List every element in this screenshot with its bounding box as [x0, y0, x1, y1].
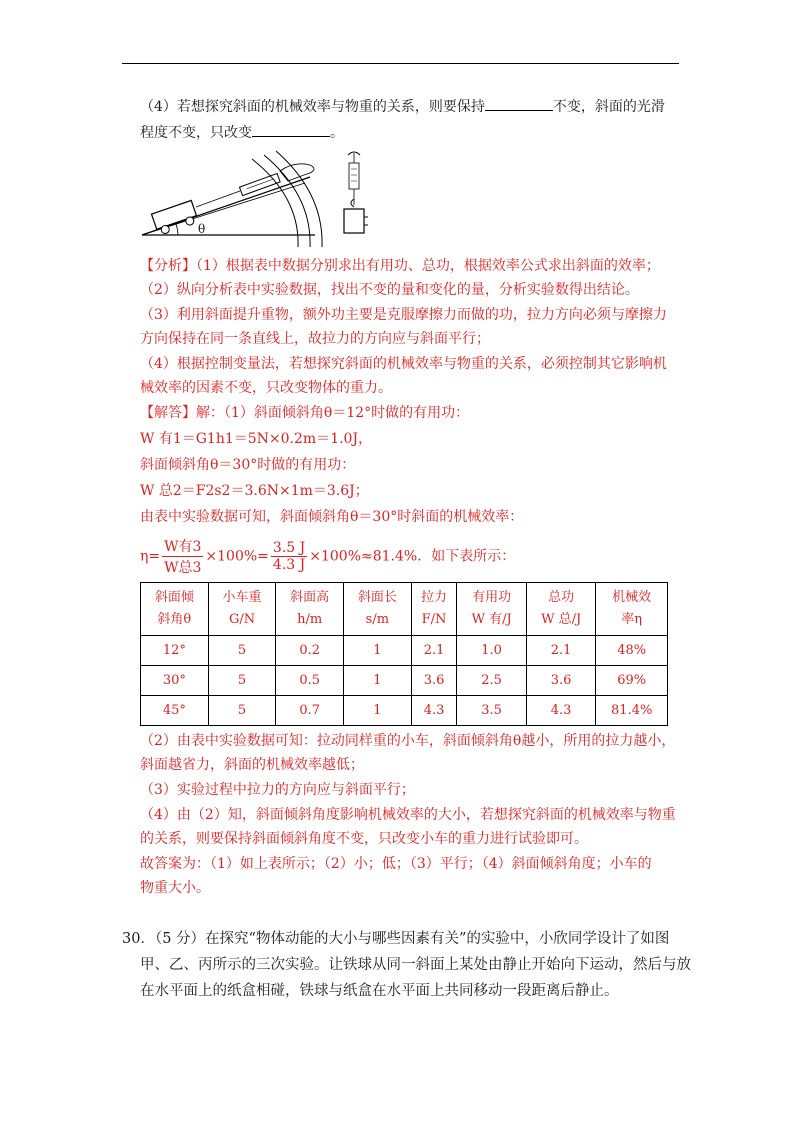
table-cell: 2.1	[411, 636, 457, 666]
table-cell: 5	[208, 666, 276, 696]
final-answer-a: 故答案为：（1）如上表所示；（2）小；低；（3）平行；（4）斜面倾斜角度；小车的	[140, 856, 652, 872]
answer-blank-1[interactable]	[485, 96, 553, 111]
table-row	[141, 636, 668, 666]
analysis-p4a: （4）根据控制变量法，若想探究斜面的机械效率与物重的关系，必须控制其它影响机	[140, 356, 667, 372]
table-cell: 3.6	[411, 666, 457, 696]
table-cell: 3.5	[457, 696, 527, 726]
table-cell: 0.5	[276, 666, 344, 696]
conclusion-4a: （4）由（2）知，斜面倾斜角度影响机械效率的大小，若想探究斜面的机械效率与物重	[140, 807, 676, 823]
q30-line1: 30．（5 分）在探究“物体动能的大小与哪些因素有关”的实验中，小欣同学设计了如图	[122, 931, 670, 947]
conclusion-2a: （2）由表中实验数据可知：拉动同样重的小车，斜面倾斜角θ越小，所用的拉力越小，	[140, 733, 676, 749]
header-rule	[122, 63, 679, 64]
table-cell: 30°	[141, 666, 209, 696]
answer-l1: 【解答】解：（1）斜面倾斜角θ＝12°时做的有用功：	[140, 405, 470, 421]
table-cell: 3.6	[526, 666, 596, 696]
table-row	[141, 666, 668, 696]
conclusion-3: （3）实验过程中拉力的方向应与斜面平行；	[140, 782, 415, 798]
table-cell: 1	[344, 636, 412, 666]
final-answer-b: 物重大小。	[140, 880, 210, 896]
header-weight: 小车重 G/N	[208, 583, 276, 636]
table-cell: 45°	[141, 696, 209, 726]
conclusion-2b: 斜面越省力，斜面的机械效率越低；	[140, 757, 364, 773]
table-cell: 69%	[596, 666, 668, 696]
table-cell: 5	[208, 636, 276, 666]
header-useful-work: 有用功 W 有/J	[457, 583, 527, 636]
table-cell: 4.3	[411, 696, 457, 726]
table-cell: 0.7	[276, 696, 344, 726]
incline-figure	[140, 147, 380, 247]
q4-line1: （4）若想探究斜面的机械效率与物重的关系，则要保持 不变，斜面的光滑	[140, 96, 665, 117]
header-length: 斜面长 s/m	[344, 583, 412, 636]
table-cell: 4.3	[526, 696, 596, 726]
header-angle: 斜面倾 斜角θ	[141, 583, 209, 636]
table-cell: 48%	[596, 636, 668, 666]
answer-l4: W 总2＝F2s2＝3.6N×1m＝3.6J；	[140, 483, 369, 499]
analysis-p4b: 械效率的因素不变，只改变物体的重力。	[140, 380, 392, 396]
table-cell: 5	[208, 696, 276, 726]
fraction-numeric: $\frac{3.5 J}{4.3 J}$	[272, 540, 306, 573]
fraction-symbolic: $\frac{\text{W有3}}{\text{W总3}}$	[162, 536, 203, 577]
table-header-row	[141, 583, 668, 636]
answer-l3: 斜面倾斜角θ＝30°时做的有用功：	[140, 457, 356, 473]
analysis-p2: （2）纵向分析表中实验数据，找出不变的量和变化的量，分析实验数得出结论。	[140, 282, 639, 298]
header-height: 斜面高 h/m	[276, 583, 344, 636]
table-cell: 2.5	[457, 666, 527, 696]
q30-line3: 在水平面上的纸盒相碰，铁球与纸盒在水平面上共同移动一段距离后静止。	[140, 983, 619, 999]
header-efficiency: 机械效 率η	[596, 583, 668, 636]
answer-l2: W 有1＝G1h1＝5N×0.2m＝1.0J，	[140, 431, 373, 447]
incline-diagram	[140, 147, 380, 247]
q30-line2: 甲、乙、丙所示的三次实验。让铁球从同一斜面上某处由静止开始向下运动，然后与放	[140, 957, 691, 973]
table-cell: 2.1	[526, 636, 596, 666]
angle-label: θ	[198, 222, 206, 236]
table-row	[141, 696, 668, 726]
analysis-tag: 【分析】	[140, 258, 196, 274]
conclusion-4b: 的关系，则要保持斜面倾斜角度不变，只改变小车的重力进行试验即可。	[140, 831, 588, 847]
answer-blank-2[interactable]	[252, 122, 330, 137]
analysis-p1: 【分析】（1）根据表中数据分别求出有用功、总功，根据效率公式求出斜面的效率；	[140, 258, 660, 274]
answer-l5: 由表中实验数据可知，斜面倾斜角θ＝30°时斜面的机械效率：	[140, 509, 524, 525]
analysis-p3b: 方向保持在同一条直线上，故拉力的方向应与斜面平行；	[140, 331, 490, 347]
analysis-p3a: （3）利用斜面提升重物，额外功主要是克服摩擦力而做的功，拉力方向必须与摩擦力	[140, 307, 667, 323]
table-cell: 12°	[141, 636, 209, 666]
experiment-table	[140, 582, 668, 726]
table-cell: 81.4%	[596, 696, 668, 726]
table-cell: 1.0	[457, 636, 527, 666]
table-cell: 1	[344, 696, 412, 726]
q4-line2: 程度不变，只改变 。	[140, 122, 344, 143]
header-total-work: 总功 W 总/J	[526, 583, 596, 636]
table-cell: 0.2	[276, 636, 344, 666]
efficiency-formula: η= $\frac{\text{W有3}}{\text{W总3}}$ ×100%= $\frac{3.5 J}{4.3 J}$ ×100%≈81.4%．如下表所示：	[140, 536, 515, 577]
header-force: 拉力 F/N	[411, 583, 457, 636]
answer-tag: 【解答】	[140, 405, 196, 421]
table-cell: 1	[344, 666, 412, 696]
